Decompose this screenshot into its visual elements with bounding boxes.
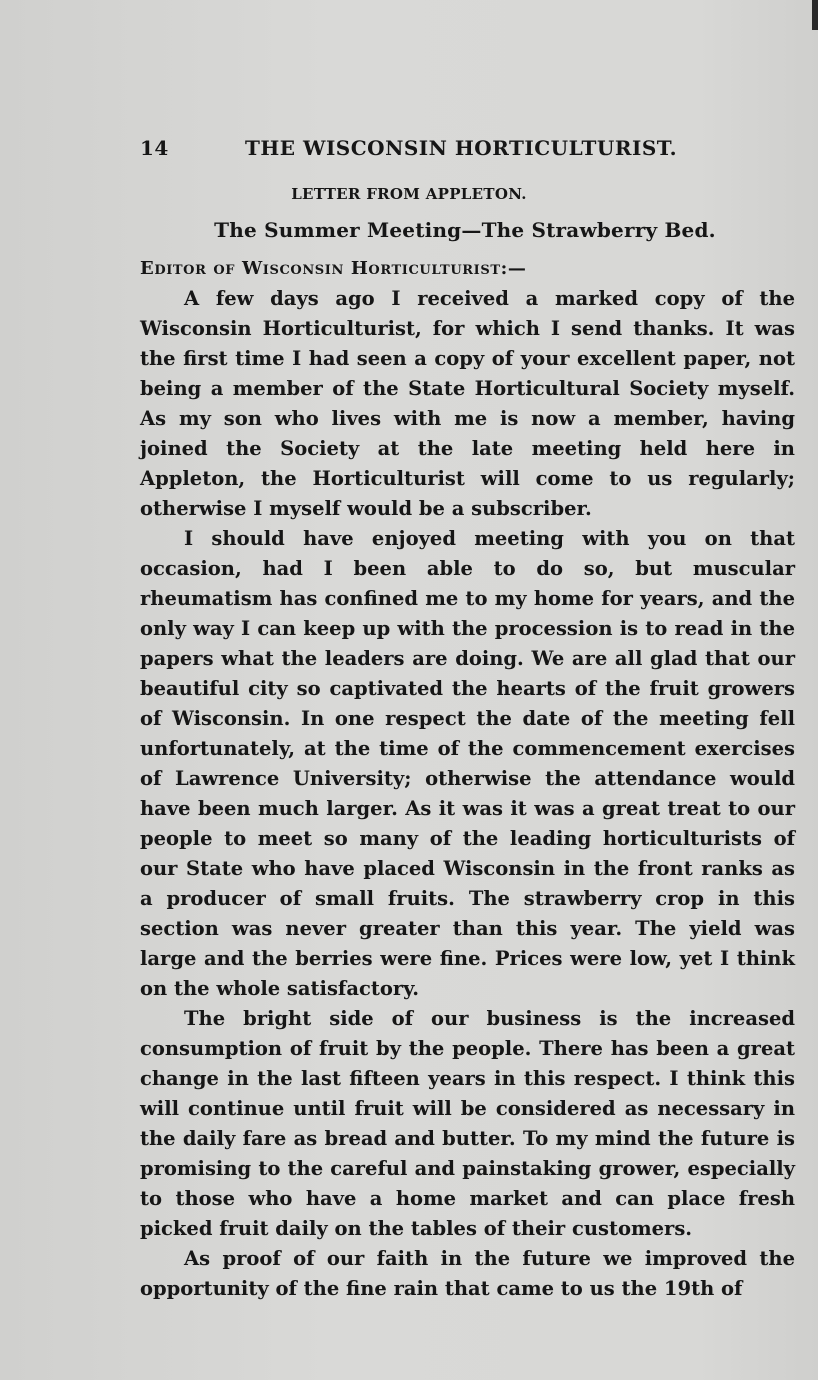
salutation: Editor of Wisconsin Horticulturist:—	[140, 258, 527, 279]
article-body	[140, 284, 795, 1304]
article-title: LETTER FROM APPLETON.	[291, 185, 527, 203]
paragraph: The bright side of our business is the increased consumption of fruit by the people. There has been a great change in the last fifteen years in this respect. I think this will continue until fruit will be considered as necessary in the daily fare as bread and butter. To my mind the future is promising to the careful and painstaking grower, especially to those who have a home market and can place fresh picked fruit daily on the tables of their customers.	[140, 1007, 795, 1240]
paragraph: A few days ago I received a marked copy of the Wisconsin Horticulturist, for which I send thanks. It was the first time I had seen a copy of your excellent paper, not being a member of the State Horticultural Society myself. As my son who lives with me is now a member, having joined the Society at the late meeting held here in Appleton, the Horticulturist will come to us regularly; otherwise I myself would be a subscriber.	[140, 287, 795, 520]
article-subtitle: The Summer Meeting—The Strawberry Bed.	[214, 218, 716, 242]
running-header	[140, 136, 700, 164]
page-edge-shadow	[812, 0, 818, 30]
paragraph: I should have enjoyed meeting with you on that occasion, had I been able to do so, but muscular rheumatism has confined me to my home for years, and the only way I can keep up with the procession is to read in the papers what the leaders are doing. We are all glad that our beautiful city so captivated the hearts of the fruit growers of Wisconsin. In one respect the date of the meeting fell unfortunately, at the time of the commencement exercises of Lawrence University; otherwise the attendance would have been much larger. As it was it was a great treat to our people to meet so many of the leading horticulturists of our State who have placed Wisconsin in the front ranks as a producer of small fruits. The strawberry crop in this section was never greater than this year. The yield was large and the berries were fine. Prices were low, yet I think on the whole satisfactory.	[140, 527, 795, 1000]
page-number: 14	[140, 136, 169, 160]
paragraph: As proof of our faith in the future we improved the opportunity of the fine rain that came to us the 19th of	[140, 1247, 795, 1300]
journal-title: THE WISCONSIN HORTICULTURIST.	[245, 136, 678, 160]
